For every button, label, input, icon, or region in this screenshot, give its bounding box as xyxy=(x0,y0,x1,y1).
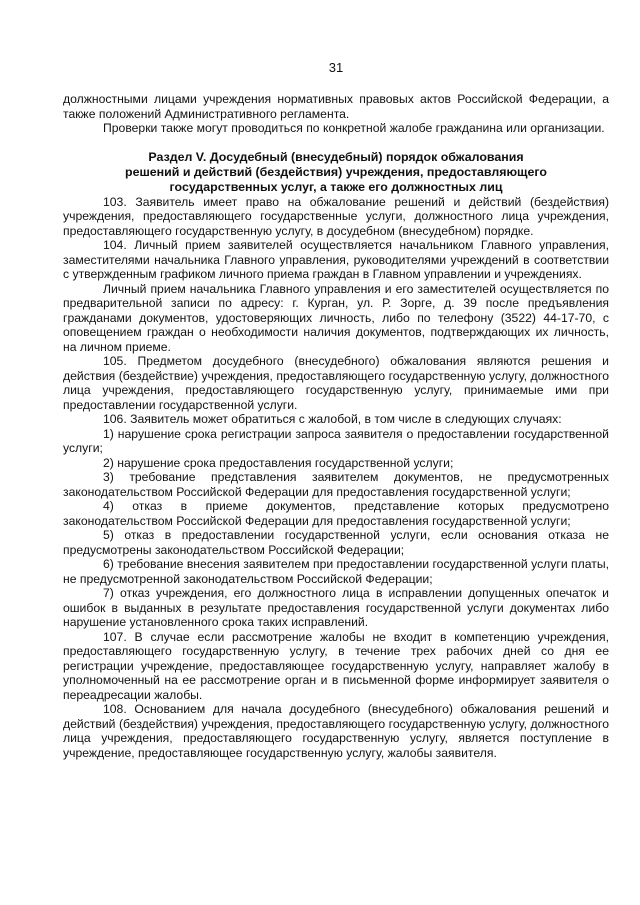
list-item-4: 4) отказ в приеме документов, представление которых предусмотрено законодательством Российской Федерации для предоставления государственной услуги; xyxy=(63,499,609,528)
intro-paragraph-2: Проверки также могут проводиться по конкретной жалобе гражданина или организации. xyxy=(103,121,605,135)
paragraph-104-continued: Личный прием начальника Главного управления и его заместителей осуществляется по предварительной записи по адресу: г. Курган, ул. Р. Зорге, д. 39 после предъявления гражданами документов, удостоверяющих личность, либо по телефону (3522) 44-17-70, с оповещением граждан о необходимости наличия документов, подтверждающих их личность, на личном приеме. xyxy=(63,281,609,354)
paragraph-105: 105. Предметом досудебного (внесудебного) обжалования являются решения и действия (бездействие) учреждения, предоставляющего государственную услугу, должностного лица учреждения, предоставляющего государственную услугу, принимаемые ими при предоставлении государственной услуги. xyxy=(63,354,609,412)
paragraph-107: 107. В случае если рассмотрение жалобы не входит в компетенцию учреждения, предоставляющего государственную услугу, в течение трех рабочих дней со дня ее регистрации учреждение, предоставляющее государственную услугу, направляет жалобу в уполномоченный на ее рассмотрение орган и в письменной форме информирует заявителя о переадресации жалобы. xyxy=(63,629,609,702)
paragraph-103: 103. Заявитель имеет право на обжалование решений и действий (бездействия) учреждения, предоставляющего государственные услуги, должностного лица учреждения, предоставляющего государственную услугу, в досудебном (внесудебном) порядке. xyxy=(63,194,609,238)
intro-paragraph-1: должностными лицами учреждения нормативных правовых актов Российской Федерации, а также положений Административного регламента. xyxy=(63,92,609,121)
section-heading-line-2: решений и действий (бездействия) учреждения, предоставляющего xyxy=(125,164,547,179)
paragraph-108: 108. Основанием для начала досудебного (внесудебного) обжалования решений и действий (бездействия) учреждения, предоставляющего государственную услугу, должностного лица учреждения, предоставляющего государственную услугу, является поступление в учреждение, предоставляющее государственную услугу, жалобы заявителя. xyxy=(63,702,609,760)
list-item-2: 2) нарушение срока предоставления государственной услуги; xyxy=(103,455,454,470)
list-item-3: 3) требование представления заявителем документов, не предусмотренных законодательством Российской Федерации для предоставления государственной услуги; xyxy=(63,470,609,499)
section-heading xyxy=(63,150,609,195)
list-item-1: 1) нарушение срока регистрации запроса заявителя о предоставлении государственной услуги; xyxy=(63,426,609,455)
paragraph-106: 106. Заявитель может обратиться с жалобой, в том числе в следующих случаях: xyxy=(103,412,562,426)
page-number: 31 xyxy=(328,60,344,75)
section-heading-line-3: государственных услуг, а также его должностных лиц xyxy=(169,179,503,194)
paragraph-104: 104. Личный прием заявителей осуществляется начальником Главного управления, заместителями начальника Главного управления, руководителями учреждений в соответствии с утвержденным графиком личного приема граждан в Главном управлении и учреждениях. xyxy=(63,238,609,281)
document-body xyxy=(63,92,609,760)
list-item-5: 5) отказ в предоставлении государственной услуги, если основания отказа не предусмотрены законодательством Российской Федерации; xyxy=(63,528,609,557)
list-item-7: 7) отказ учреждения, его должностного лица в исправлении допущенных опечаток и ошибок в выданных в результате предоставления государственной услуги документах либо нарушение установленного срока таких исправлений. xyxy=(63,586,609,629)
section-heading-line-1: Раздел V. Досудебный (внесудебный) порядок обжалования xyxy=(148,149,524,164)
list-item-6: 6) требование внесения заявителем при предоставлении государственной услуги платы, не предусмотренной законодательством Российской Федерации; xyxy=(63,557,609,586)
